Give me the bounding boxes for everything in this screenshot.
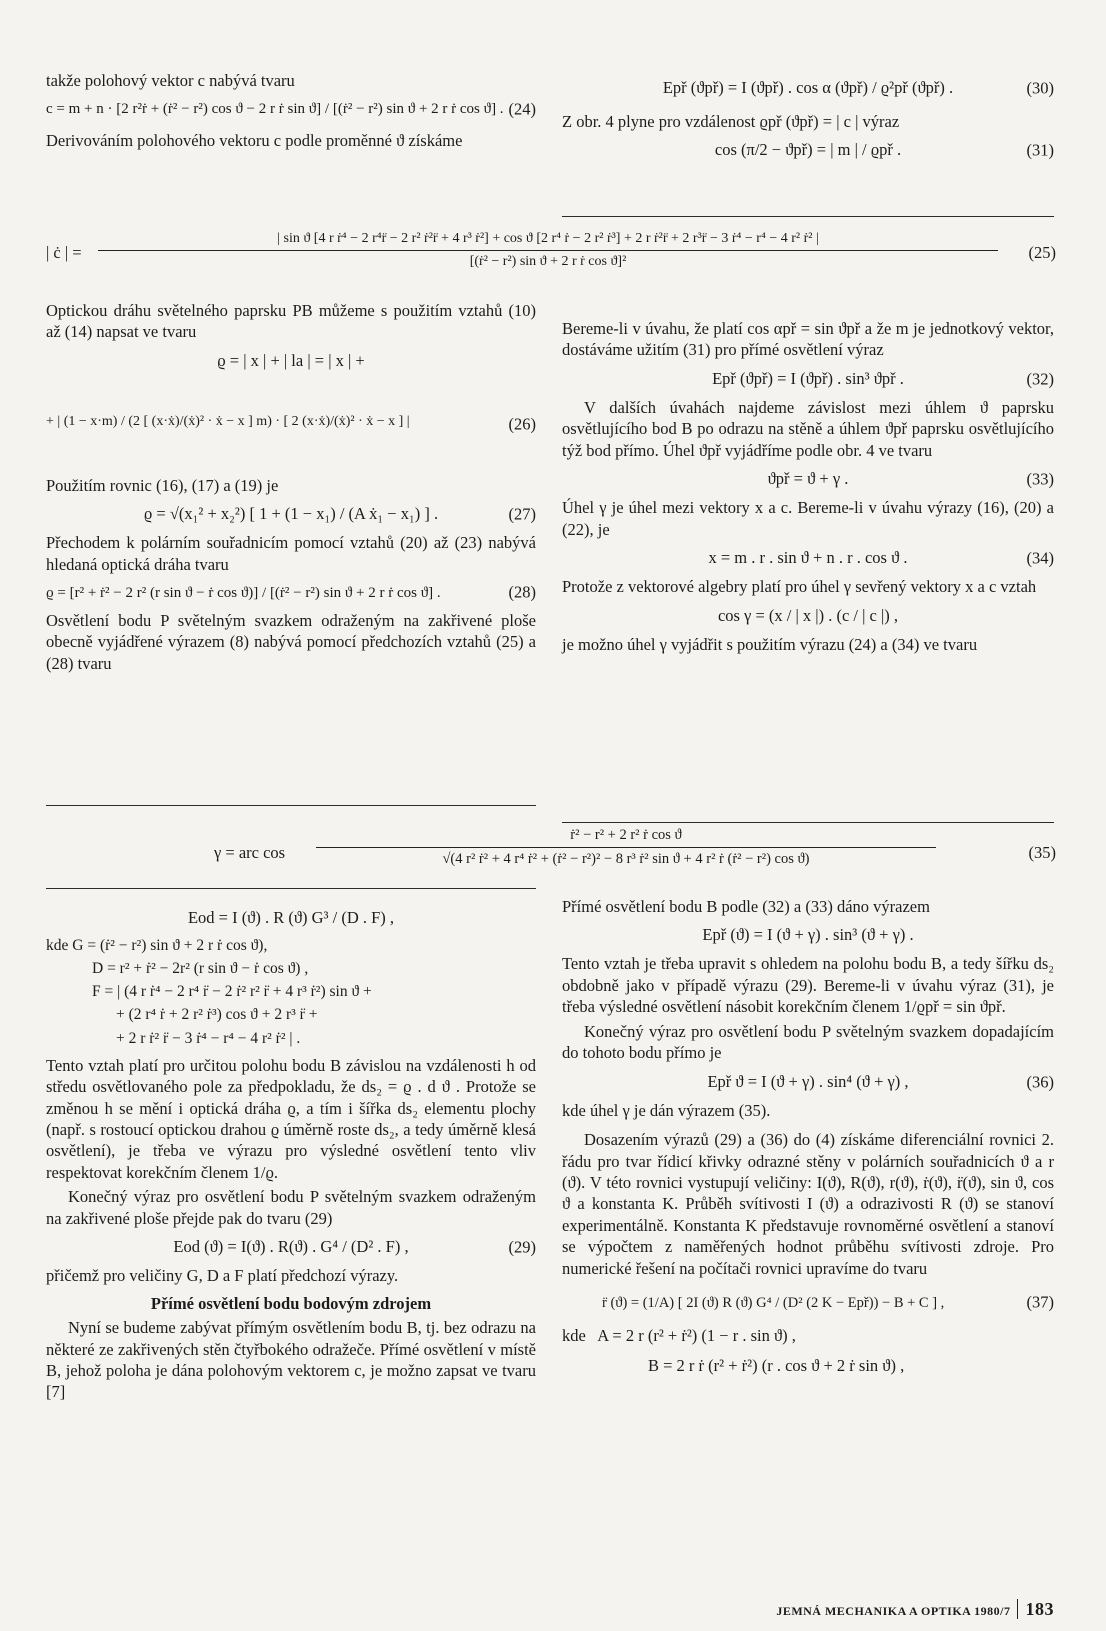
journal-name: JEMNÁ MECHANIKA A OPTIKA 1980/7 [776, 1604, 1011, 1618]
fraction-numerator: ṙ² − r² + 2 r² ṙ cos ϑ [316, 826, 936, 848]
equation-number: (26) [508, 414, 536, 434]
equation-number: (25) [1028, 243, 1056, 262]
equation-body: Epř ϑ = I (ϑ + γ) . sin⁴ (ϑ + γ) , [707, 1071, 909, 1091]
equation-eod [46, 907, 536, 929]
paragraph: takže polohový vektor c nabývá tvaru [46, 71, 295, 90]
paragraph: V dalších úvahách najdeme závislost mezi úhlem ϑ paprsku osvětlujícího bod B po odrazu na stěně a úhlem ϑpř paprsku osvětlujícího týž bod přímo. Úhel ϑpř vyjádříme podle obr. 4 ve tvaru [562, 397, 1054, 460]
equation-number: (28) [508, 582, 536, 602]
equation-28 [46, 581, 536, 604]
equation-number: (37) [1026, 1292, 1054, 1312]
equation-body: ϱ = | x | + | la | = | x | + [217, 350, 365, 370]
definition-f: F = | (4 r ṙ⁴ − 2 r⁴ r̈ − 2 ṙ² r² r̈ + 4 r³ ṙ²) sin ϑ + [92, 983, 372, 1001]
equation-25 [46, 230, 1056, 280]
page-number: 183 [1017, 1599, 1055, 1619]
equation-34 [562, 547, 1054, 569]
separator-rule [46, 888, 536, 889]
equation-number: (30) [1026, 78, 1054, 98]
definition-d: D = r² + ṙ² − 2r² (r sin ϑ − ṙ cos ϑ) , [92, 960, 309, 978]
left-column-bottom [46, 900, 536, 1406]
separator-rule [562, 822, 1054, 823]
paragraph: Přechodem k polárním souřadnicím pomocí vztahů (20) až (23) nabývá hledaná optická dráha tvaru [46, 533, 536, 574]
equation-37 [562, 1291, 1054, 1313]
paragraph: je možno úhel γ vyjádřit s použitím výrazu (24) a (34) ve tvaru [562, 634, 978, 654]
paragraph: Tento vztah platí pro určitou polohu bodu B závislou na vzdálenosti h od středu osvětlovaného pole za předpokladu, že ds₂ = ϱ . d ϑ . Protože se změnou h se mění i optická dráha ϱ, a tím i šířka ds₂ elementu plochy (např. s rostoucí optickou drahou ϱ úměrně roste ds₂, a tedy úměrně klesá osvětlení), je třeba ve výrazu pro výsledné osvětlení tento vliv respektovat korekčním členem 1/ϱ. [46, 1055, 536, 1182]
equation-lhs: | ċ | = [46, 243, 82, 262]
paragraph: Konečný výraz pro osvětlení bodu P světelným svazkem odraženým na zakřivené ploše přejde pak do tvaru (29) [46, 1187, 536, 1228]
definitions-block [46, 936, 536, 1049]
paragraph: Tento vztah je třeba upravit s ohledem na polohu bodu B, a tedy šířku ds₂ obdobně jako v případě výrazu (29). Bereme-li v úvahu výraz (31), je třeba výsledné osvětlení násobit korekčním členem 1/ϱpř = sin ϑpř. [562, 954, 1054, 1017]
equation-26a [46, 350, 536, 372]
equation-27 [46, 503, 536, 525]
equation-body: x = m . r . sin ϑ + n . r . cos ϑ . [708, 548, 908, 568]
equation-body: Eod = I (ϑ) . R (ϑ) G³ / (D . F) , [187, 908, 395, 927]
equation-26 [46, 379, 536, 469]
fraction [98, 230, 998, 271]
paragraph: kde úhel γ je dán výrazem (35). [562, 1100, 771, 1120]
right-column-middle [562, 318, 1054, 658]
separator-rule [562, 216, 1054, 217]
equation-33 [562, 468, 1054, 490]
equation-number: (35) [1028, 843, 1056, 862]
equation-body: ϱ = [r² + ṙ² − 2 r² (r sin ϑ − ṙ cos ϑ)] / [(ṙ² − r²) sin ϑ + 2 r ṙ cos ϑ] . [46, 585, 441, 602]
paragraph: Přímé osvětlení bodu B podle (32) a (33) dáno výrazem [562, 897, 930, 916]
equation-body: Epř (ϑ) = I (ϑ + γ) . sin³ (ϑ + γ) . [702, 925, 914, 945]
paragraph: Konečný výraz pro osvětlení bodu P světelným svazkem dopadajícím do tohoto bodu přímo je [562, 1021, 1054, 1063]
equation-cos-gamma [562, 605, 1054, 627]
separator-rule [46, 805, 536, 806]
paragraph: Protože z vektorové algebry platí pro úhel γ sevřený vektory x a c vztah [562, 577, 1037, 597]
fraction [316, 826, 936, 869]
section-heading: Přímé osvětlení bodu bodovým zdrojem [150, 1293, 432, 1313]
paragraph: Nyní se budeme zabývat přímým osvětlením bodu B, tj. bez odrazu na některé ze zakřivených stěn čtyřbokého odražeče. Přímé osvětlení v místě B, jehož poloha je dána polohovým vektorem c, je možno zapsat ve tvaru [7] [46, 1318, 536, 1402]
definition-f-continued: + 2 r ṙ² r̈ − 3 ṙ⁴ − r⁴ − 4 r² ṙ² | . [116, 1029, 301, 1047]
paragraph: Použitím rovnic (16), (17) a (19) je [46, 475, 279, 495]
fraction-numerator: | sin ϑ [4 r ṙ⁴ − 2 r⁴r̈ − 2 r² ṙ²r̈ + 4 r³ ṙ²] + cos ϑ [2 r⁴ ṙ − 2 r² ṙ³] + 2 r ṙ²r̈ + 2 r³r̈ − 3 ṙ⁴ − r⁴ − 4 r² ṙ² | [98, 230, 998, 251]
equation-body: Epř (ϑpř) = I (ϑpř) . cos α (ϑpř) / ϱ²př (ϑpř) . [662, 78, 954, 97]
right-column-top [562, 70, 1054, 168]
equation-31 [562, 139, 1054, 161]
equation-number: (32) [1026, 369, 1054, 389]
right-column-bottom [562, 896, 1054, 1379]
equation-body: Eod (ϑ) = I(ϑ) . R(ϑ) . G⁴ / (D² . F) , [173, 1237, 409, 1257]
paragraph: Z obr. 4 plyne pro vzdálenost ϱpř (ϑpř) = | c | výraz [562, 112, 900, 131]
equation-number: (27) [508, 504, 536, 524]
equation-body: cos (π/2 − ϑpř) = | m | / ϱpř . [714, 140, 902, 160]
equation-body: r̈ (ϑ) = (1/A) [ 2I (ϑ) R (ϑ) G⁴ / (D² (2 K − Epř)) − B + C ] , [602, 1295, 945, 1312]
equation-29 [46, 1236, 536, 1258]
paragraph: Bereme-li v úvahu, že platí cos αpř = sin ϑpř a že m je jednotkový vektor, dostáváme užitím (31) pro přímé osvětlení výraz [562, 319, 1054, 360]
equation-body: ϱ = √(x₁² + x₂²) [ 1 + (1 − x₁) / (A ẋ₁ − x₁) ] . [143, 504, 439, 524]
equation-number: (29) [508, 1237, 536, 1257]
equation-number: (34) [1026, 548, 1054, 568]
equation-30 [562, 77, 1054, 99]
equation-number: (31) [1026, 140, 1054, 160]
paragraph: Úhel γ je úhel mezi vektory x a c. Bereme-li v úvahu výrazy (16), (20) a (22), je [562, 498, 1054, 539]
equation-epr [562, 924, 1054, 946]
definition-g: kde G = (ṙ² − r²) sin ϑ + 2 r ṙ cos ϑ), [46, 937, 268, 954]
fraction-denominator: √(4 r² ṙ² + 4 r⁴ ṙ² + (ṙ² − r²)² − 8 r³ ṙ² sin ϑ + 4 r² ṙ (ṙ² − r²) cos ϑ) [442, 850, 810, 867]
equation-number: (33) [1026, 469, 1054, 489]
paragraph: Derivováním polohového vektoru c podle proměnné ϑ získáme [46, 130, 463, 150]
equation-body: Epř (ϑpř) = I (ϑpř) . sin³ ϑpř . [712, 368, 904, 388]
paragraph: Optickou dráhu světelného paprsku PB můžeme s použitím vztahů (10) až (14) napsat ve tvaru [46, 301, 536, 342]
equation-36 [562, 1071, 1054, 1093]
definitions-block [562, 1325, 1054, 1376]
paragraph: Osvětlení bodu P světelným svazkem odraženým na zakřivené ploše obecně vyjádřené výrazem (8) nabývá pomocí předchozích vztahů (25) a (28) tvaru [46, 610, 536, 673]
equation-lhs: γ = arc cos [214, 843, 286, 862]
paragraph: přičemž pro veličiny G, D a F platí předchozí výrazy. [46, 1266, 399, 1286]
paragraph: Dosazením výrazů (29) a (36) do (4) získáme diferenciální rovnici 2. řádu pro tvar řídicí křivky odrazné stěny v polárních souřadnicích ϑ a r (ϑ). V této rovnici vystupují veličiny: I(ϑ), R(ϑ), r(ϑ), ṙ(ϑ), r̈(ϑ), sin ϑ, cos ϑ a konstanta K. Průběh svítivosti I (ϑ) a odrazivosti R (ϑ) se stanoví experimentálně. Konstanta K představuje rovnoměrné osvětlení a stanoví se výpočtem z naměřených hodnot průběhu svítivosti zdroje. Pro numerické řešení na počítači rovnici upravíme do tvaru [562, 1130, 1054, 1278]
fraction-denominator: [(ṙ² − r²) sin ϑ + 2 r ṙ cos ϑ]² [469, 254, 627, 270]
definition-f-continued: + (2 r⁴ ṙ + 2 r² ṙ³) cos ϑ + 2 r³ r̈ + [116, 1006, 318, 1024]
page-footer [776, 1598, 1054, 1621]
left-column-top [46, 70, 536, 154]
equation-body: c = m + n · [2 r²ṙ + (ṙ² − r²) cos ϑ − 2 r ṙ sin ϑ] / [(ṙ² − r²) sin ϑ + 2 r ṙ cos ϑ] . [46, 101, 504, 118]
equation-body: cos γ = (x / | x |) . (c / | c |) , [717, 605, 899, 625]
equation-number: (24) [508, 98, 536, 118]
equation-32 [562, 368, 1054, 390]
left-column-middle [46, 300, 536, 677]
equation-24 [46, 97, 536, 120]
definition-b: B = 2 r ṙ (r² + ṙ²) (r . cos ϑ + 2 ṙ sin ϑ) , [648, 1355, 905, 1375]
equation-body: ϑpř = ϑ + γ . [767, 469, 849, 489]
equation-body: + | (1 − x·m) / (2 [ (x·ẋ)/(ẋ)² · ẋ − x ] m) · [ 2 (x·ẋ)/(ẋ)² · ẋ − x ] | [46, 413, 410, 429]
definition-a: kde A = 2 r (r² + ṙ²) (1 − r . sin ϑ) , [562, 1326, 796, 1346]
equation-number: (36) [1026, 1071, 1054, 1091]
equation-35 [46, 826, 1056, 876]
